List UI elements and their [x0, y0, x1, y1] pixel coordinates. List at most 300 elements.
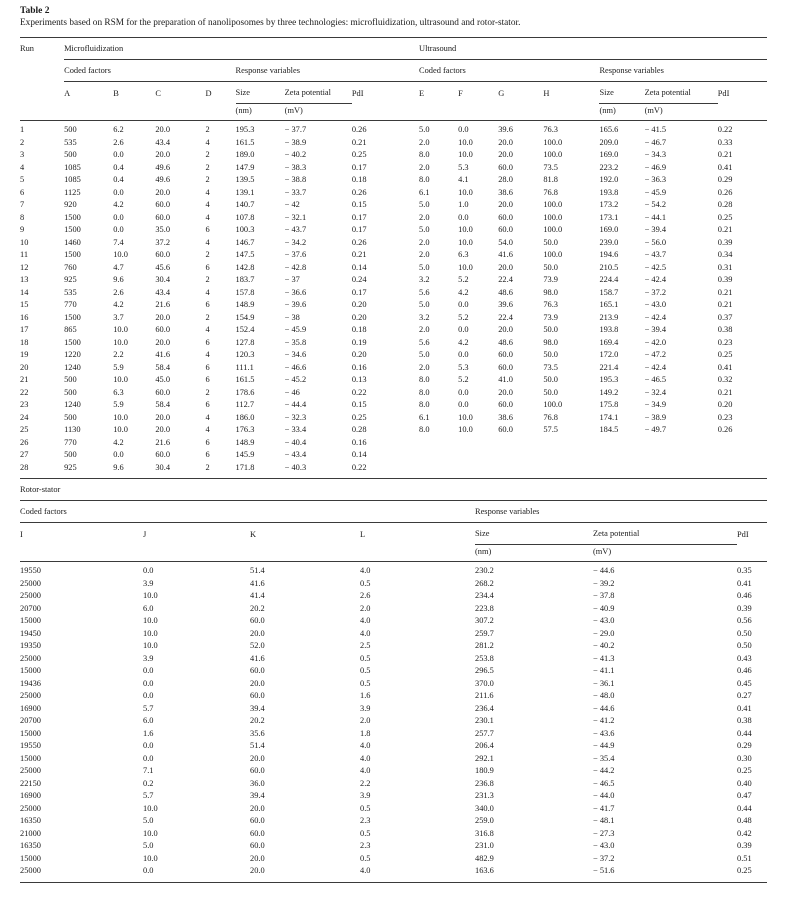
table-cell: 111.1	[235, 362, 254, 372]
table-cell: 107.8	[235, 212, 255, 222]
table-cell: 20.0	[155, 337, 170, 347]
table-cell: 60.0	[498, 212, 513, 222]
table-cell: 6.3	[458, 250, 469, 259]
table-cell: − 29.0	[593, 628, 615, 638]
table-cell: 500	[64, 387, 77, 397]
table-cell: − 56.0	[644, 237, 667, 247]
table-cell: − 34.2	[284, 237, 307, 247]
table-cell: 43.4	[155, 287, 170, 297]
table-cell: − 41.5	[644, 125, 667, 134]
table-cell: 10.0	[458, 137, 473, 147]
table-cell: − 44.6	[593, 703, 615, 713]
table-cell: 60.0	[155, 450, 170, 459]
column-header-size: Size	[236, 82, 285, 104]
table-cell: 6.0	[143, 603, 154, 613]
table-cell: 20.0	[250, 853, 265, 863]
table-cell: 165.1	[599, 300, 619, 309]
table-cell: 1240	[64, 362, 81, 372]
table-cell: 3.7	[113, 312, 124, 322]
table-cell	[718, 449, 767, 462]
table-cell: 10.0	[143, 641, 158, 650]
table-cell: 16900	[20, 703, 41, 713]
table-cell: 5.3	[458, 362, 469, 372]
table-cell: 20.2	[250, 603, 265, 613]
table-cell: 175.8	[599, 400, 619, 409]
table-cell: 1240	[64, 400, 81, 409]
table-cell: 4	[205, 287, 210, 297]
table-cell: 234.4	[475, 591, 494, 600]
table-cell: − 34.9	[644, 400, 667, 409]
table-cell: 1085	[64, 175, 81, 184]
section-header-rotor-stator: Rotor-stator	[20, 479, 767, 501]
table-cell: 73.9	[543, 275, 558, 284]
table-cell: 98.0	[543, 287, 558, 297]
table-cell: 0.34	[717, 250, 733, 259]
table-cell: 6.0	[143, 716, 154, 725]
table-cell: 57.5	[543, 425, 558, 434]
table-cell: 180.9	[475, 766, 494, 775]
table-cell: 192.0	[599, 175, 619, 184]
table-cell: 50.0	[543, 325, 558, 334]
table-row	[20, 349, 767, 362]
column-header-pdi: PdI	[351, 88, 364, 98]
table-cell: 4	[205, 212, 210, 222]
table-cell: 15000	[20, 753, 41, 763]
table-cell: 140.7	[235, 200, 255, 209]
table-cell: 10.0	[458, 225, 473, 234]
table-cell: 8	[20, 212, 25, 222]
table-cell: − 33.4	[284, 425, 307, 434]
table-cell: 4.7	[113, 262, 124, 272]
table-cell: 3.2	[419, 312, 430, 322]
table-cell: − 38	[284, 312, 300, 322]
table-row	[20, 362, 767, 375]
table-cell: 0.0	[458, 400, 469, 409]
table-row	[20, 665, 767, 678]
table-cell: 19450	[20, 628, 41, 638]
table-cell	[543, 449, 599, 462]
table-cell: 100.0	[543, 250, 563, 259]
table-cell: 5.0	[143, 841, 154, 850]
table-header	[20, 38, 767, 121]
table-cell: 5.3	[458, 162, 469, 172]
table-cell: 236.4	[475, 703, 494, 713]
table-cell: 50.0	[543, 237, 558, 247]
table-cell: 5.2	[458, 312, 469, 322]
table-cell: 5.6	[419, 337, 430, 347]
table-cell: 157.8	[235, 287, 255, 297]
table-cell: 8.0	[419, 387, 430, 397]
table-cell: 0.41	[737, 578, 752, 588]
table-cell: 10.0	[458, 237, 473, 247]
table-cell: 19550	[20, 741, 41, 750]
table-cell: 0.20	[717, 400, 733, 409]
table-cell: 161.5	[235, 375, 255, 384]
table-cell: 0.0	[458, 325, 469, 334]
table-cell: − 41.1	[593, 666, 615, 675]
table-cell	[718, 462, 767, 479]
column-header: C	[155, 88, 161, 98]
table-row	[20, 324, 767, 337]
table-cell: 1130	[64, 425, 81, 434]
table-cell: 25000	[20, 578, 41, 588]
table-cell: − 45.2	[284, 375, 307, 384]
table-body	[20, 562, 767, 883]
table-cell: 60.0	[498, 350, 513, 359]
table-cell	[419, 437, 458, 450]
table-cell: 25000	[20, 653, 41, 663]
table-cell: − 44.0	[593, 791, 615, 800]
table-cell: 20.0	[498, 325, 513, 334]
table-cell: 8.0	[419, 150, 430, 159]
table-cell: 20.0	[155, 187, 170, 197]
table-cell: 6	[205, 400, 210, 409]
table-cell: 4	[205, 237, 210, 247]
table-cell: 10.0	[113, 425, 128, 434]
table-row	[20, 728, 767, 741]
table-cell: 35.0	[155, 225, 170, 234]
table-cell: 100.3	[235, 225, 255, 234]
table-cell	[458, 437, 498, 450]
table-cell: 10.0	[143, 853, 158, 863]
table-cell: 0.0	[458, 387, 469, 397]
table-cell: 2.6	[113, 287, 124, 297]
table-cell: 5.7	[143, 791, 154, 800]
column-header: B	[113, 88, 119, 98]
table-cell: 2.0	[419, 137, 430, 147]
table-cell: 27	[20, 450, 29, 459]
table-cell: 10.0	[113, 375, 128, 384]
table-cell: 10	[20, 237, 29, 247]
table-cell: 4.2	[458, 287, 469, 297]
table-cell: 0.40	[737, 778, 752, 788]
table-cell: 60.0	[498, 362, 513, 372]
table-cell: 20.0	[498, 137, 513, 147]
table-cell: 174.1	[599, 412, 619, 422]
table-cell: 4.0	[360, 866, 371, 875]
table-cell: 10.0	[458, 150, 473, 159]
table-row	[20, 562, 767, 578]
table-cell: 0.16	[351, 362, 367, 372]
table-cell	[458, 449, 498, 462]
table-cell: − 40.3	[284, 462, 307, 472]
table-cell: 0.26	[717, 187, 733, 197]
table-cell: 4.0	[360, 628, 371, 638]
table-row	[20, 437, 767, 450]
table-cell: 0.26	[351, 187, 367, 197]
table-cell: − 39.2	[593, 578, 615, 588]
table-cell: 49.6	[155, 162, 170, 172]
table-cell: 22	[20, 387, 29, 397]
table-cell: 253.8	[475, 653, 494, 663]
table-cell: 186.0	[235, 412, 255, 422]
table-cell: 0.0	[143, 666, 154, 675]
table-cell: 0.31	[717, 262, 733, 272]
table-cell: − 42	[284, 200, 300, 209]
table-cell: 20.0	[498, 262, 513, 272]
table-cell: 0.23	[717, 412, 733, 422]
table-cell: 171.8	[235, 462, 255, 472]
table-cell: 6	[205, 362, 210, 372]
table-cell: 0.56	[737, 616, 752, 625]
table-cell: 0.23	[717, 337, 733, 347]
column-header-zeta-potential: Zeta potential	[285, 82, 352, 104]
table-row	[20, 803, 767, 816]
table-cell: 0.22	[717, 125, 733, 134]
table-row	[20, 149, 767, 162]
table-cell: 20.0	[250, 753, 265, 763]
spanner-response-variables: Response variables	[236, 60, 419, 82]
table-cell: 0.38	[717, 325, 733, 334]
column-header-run: Run	[20, 44, 34, 53]
table-cell: 2.6	[360, 591, 371, 600]
table-cell: 268.2	[475, 578, 494, 588]
table-cell: 73.5	[543, 162, 558, 172]
spanner-coded-factors: Coded factors	[419, 60, 599, 82]
table-cell: − 44.2	[593, 766, 615, 775]
table-cell	[419, 462, 458, 479]
table-row	[20, 740, 767, 753]
table-cell: 37.2	[155, 237, 170, 247]
table-cell: 2.2	[360, 778, 371, 788]
table-cell: 45.6	[155, 262, 170, 272]
column-header-pdi: PdI	[737, 529, 749, 539]
table-cell: 209.0	[599, 137, 619, 147]
table-cell: 4.0	[360, 566, 371, 575]
table-row	[20, 865, 767, 882]
table-cell: 6.2	[113, 125, 124, 134]
table-cell: 8.0	[419, 375, 430, 384]
table-cell: 0.25	[351, 412, 367, 422]
table-cell: 4.0	[360, 741, 371, 750]
table-cell	[718, 437, 767, 450]
table-cell: 0.25	[737, 866, 752, 875]
table-cell: 60.0	[155, 212, 170, 222]
table-cell: 76.3	[543, 300, 558, 309]
table-cell: 0.0	[143, 753, 154, 763]
table-row	[20, 337, 767, 350]
table-cell: 0.30	[737, 753, 752, 763]
table-cell: 6.1	[419, 412, 430, 422]
table-cell: 100.0	[543, 150, 563, 159]
table-cell: − 32.1	[284, 212, 307, 222]
table-cell: − 45.9	[284, 325, 307, 334]
table-cell: 148.9	[235, 300, 255, 309]
table-cell: 0.44	[737, 803, 752, 813]
table-cell: 120.3	[235, 350, 255, 359]
table-header	[20, 501, 767, 562]
table-cell: 13	[20, 275, 29, 284]
table-cell: 6	[205, 437, 210, 447]
microfluidization-ultrasound-table	[20, 38, 767, 479]
table-cell: 2	[205, 462, 210, 472]
table-cell: − 42.0	[644, 337, 667, 347]
rotor-stator-table	[20, 501, 767, 883]
table-cell: 165.6	[599, 125, 619, 134]
table-cell: 152.4	[235, 325, 255, 334]
table-cell: 195.3	[235, 125, 255, 134]
table-cell: 39.6	[498, 300, 513, 309]
table-cell: 0.21	[717, 225, 733, 234]
table-cell: 20.0	[250, 628, 265, 638]
table-cell: 2	[205, 175, 210, 184]
table-cell: 195.3	[599, 375, 619, 384]
table-cell: 15000	[20, 853, 41, 863]
table-cell: 213.9	[599, 312, 619, 322]
table-cell: 127.8	[235, 337, 255, 347]
table-cell: 19350	[20, 641, 41, 650]
table-row	[20, 778, 767, 791]
table-cell: 0.22	[351, 387, 367, 397]
table-cell: 15000	[20, 728, 41, 738]
table-cell: 20.0	[498, 200, 513, 209]
table-cell: 0.17	[351, 212, 367, 222]
table-cell: 0.15	[351, 400, 367, 409]
table-cell: 10.0	[143, 591, 158, 600]
table-cell: 0.21	[351, 137, 367, 147]
table-cell: 0.38	[737, 716, 752, 725]
table-cell: 146.7	[235, 237, 255, 247]
column-header: D	[205, 88, 212, 98]
table-cell: 20.0	[155, 412, 170, 422]
table-cell: 500	[64, 375, 77, 384]
table-cell: 16350	[20, 841, 41, 850]
table-cell: 98.0	[543, 337, 558, 347]
table-cell: 4.2	[113, 200, 124, 209]
table-cell: 2.0	[419, 362, 430, 372]
table-cell: 54.0	[498, 237, 513, 247]
spanner-response-variables: Response variables	[475, 501, 767, 523]
table-cell: 45.0	[155, 375, 170, 384]
table-cell: 1460	[64, 237, 81, 247]
table-cell: 184.5	[599, 425, 619, 434]
table-cell: 0.15	[351, 200, 367, 209]
table-cell: 0.28	[717, 200, 733, 209]
table-cell: 6.1	[419, 187, 430, 197]
table-cell: 10.0	[113, 325, 128, 334]
table-cell: 2	[20, 137, 25, 147]
table-cell	[543, 437, 599, 450]
table-cell: 0.5	[360, 578, 371, 588]
table-cell: 10.0	[143, 803, 158, 813]
table-cell: − 47.2	[644, 350, 667, 359]
table-cell: 5.7	[143, 703, 154, 713]
table-cell	[498, 449, 543, 462]
table-cell: − 46.9	[644, 162, 667, 172]
table-cell: 19	[20, 350, 29, 359]
table-cell: 1.6	[143, 728, 154, 738]
table-cell: − 43.7	[284, 225, 307, 234]
table-cell: 0.0	[458, 350, 469, 359]
table-cell: 340.0	[475, 803, 494, 813]
table-cell: − 35.8	[284, 337, 307, 347]
table-cell: 25000	[20, 803, 41, 813]
table-cell: 172.0	[599, 350, 619, 359]
table-cell: 0.13	[351, 375, 367, 384]
table-cell: 60.0	[250, 691, 265, 700]
table-cell: 169.0	[599, 225, 619, 234]
table-cell: 0.50	[737, 628, 752, 638]
table-cell: − 38.9	[644, 412, 667, 422]
table-cell: 25000	[20, 591, 41, 600]
table-cell: − 38.8	[284, 175, 307, 184]
table-cell: 0.18	[351, 175, 367, 184]
group-header-ultrasound: Ultrasound	[419, 38, 767, 60]
table-cell: 4	[20, 162, 25, 172]
table-cell: 8.0	[419, 175, 430, 184]
table-cell: 500	[64, 125, 77, 134]
table-cell: 0.16	[351, 437, 367, 447]
table-cell: 6	[205, 337, 210, 347]
table-row	[20, 399, 767, 412]
table-cell: 169.4	[599, 337, 619, 347]
table-cell: − 44.6	[593, 566, 615, 575]
table-cell: − 42.4	[644, 312, 667, 322]
table-cell: 0.14	[351, 450, 367, 459]
table-cell: 482.9	[475, 853, 494, 863]
table-cell: 925	[64, 275, 77, 284]
table-row	[20, 424, 767, 437]
table-cell	[498, 462, 543, 479]
table-cell: 0.44	[737, 728, 752, 738]
table-cell: 6	[205, 300, 210, 309]
table-cell: 41.6	[498, 250, 513, 259]
table-cell: 147.9	[235, 162, 255, 172]
table-cell: 1220	[64, 350, 81, 359]
table-cell: 0.41	[737, 703, 752, 713]
table-cell: 0.33	[717, 137, 733, 147]
table-cell: 2.5	[360, 641, 371, 650]
table-cell: 2	[205, 125, 210, 134]
table-cell: 41.6	[155, 350, 170, 359]
table-cell: − 48.0	[593, 691, 615, 700]
table-row	[20, 628, 767, 641]
table-cell: 4	[205, 187, 210, 197]
table-cell: 2.3	[360, 816, 371, 825]
table-cell: − 44.4	[284, 400, 307, 409]
table-cell: 1500	[64, 212, 81, 222]
table-cell: 21.6	[155, 437, 170, 447]
column-header: F	[458, 88, 463, 98]
table-cell: 142.8	[235, 262, 255, 272]
table-cell: 3.9	[143, 578, 154, 588]
table-row	[20, 287, 767, 300]
table-cell: 100.0	[543, 200, 563, 209]
table-cell: 8.0	[419, 425, 430, 434]
column-header-size: Size	[475, 523, 593, 545]
table-cell: 36.0	[250, 778, 265, 788]
table-cell: 259.0	[475, 816, 494, 825]
table-cell: 0.29	[717, 175, 733, 184]
table-cell: 28	[20, 462, 29, 472]
table-cell: 0.0	[113, 150, 124, 159]
table-cell: 296.5	[475, 666, 494, 675]
table-cell: 10.0	[458, 425, 473, 434]
table-cell: − 43.7	[644, 250, 667, 259]
table-cell: 0.0	[113, 450, 124, 459]
table-cell: 0.5	[360, 853, 371, 863]
table-cell: 0.26	[717, 425, 733, 434]
table-cell: 0.17	[351, 225, 367, 234]
table-cell: 2.0	[419, 162, 430, 172]
table-cell: 239.0	[599, 237, 619, 247]
table-row	[20, 137, 767, 150]
table-cell: 21	[20, 375, 29, 384]
table-cell: 0.4	[113, 175, 124, 184]
table-cell: 0.20	[351, 350, 367, 359]
table-cell: 0.50	[737, 641, 752, 650]
table-cell: 189.0	[235, 150, 255, 159]
